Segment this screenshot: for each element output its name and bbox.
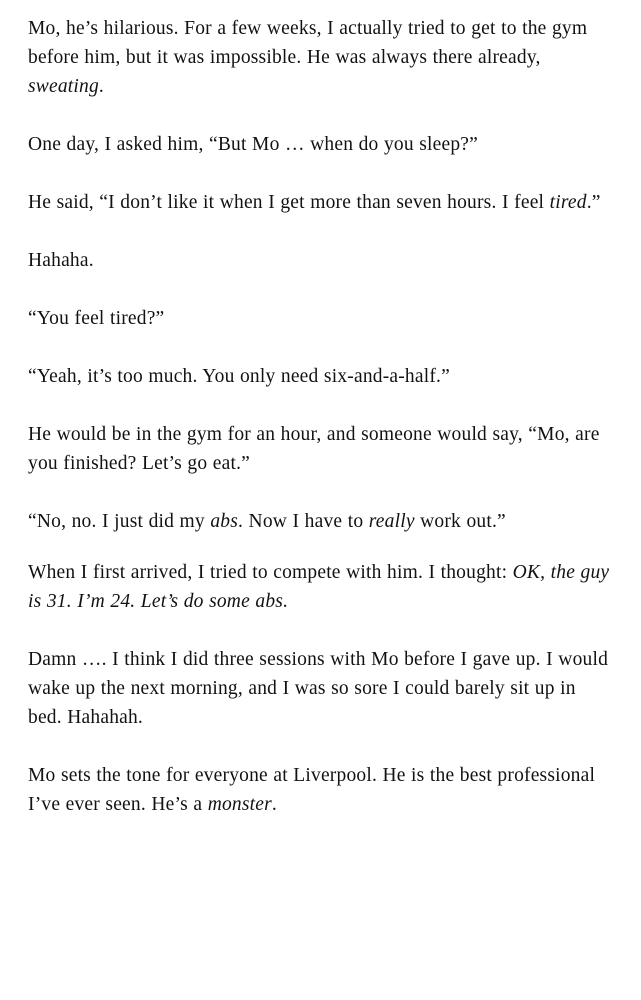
body-text: . Now I have to <box>238 511 369 532</box>
emphasis-text: really <box>368 511 415 532</box>
body-text: “You feel tired?” <box>28 308 165 329</box>
paragraph <box>28 558 611 616</box>
paragraph <box>28 645 611 732</box>
emphasis-text: monster <box>207 794 272 815</box>
paragraph-list <box>28 14 611 819</box>
paragraph <box>28 362 611 391</box>
paragraph <box>28 761 611 819</box>
body-text: Mo sets the tone for everyone at Liverpool. He is the best professional I’ve ever seen. He’s a <box>28 765 596 815</box>
emphasis-text: abs <box>210 511 239 532</box>
body-text: Damn …. I think I did three sessions with Mo before I gave up. I would wake up the next morning, and I was so sore I could barely sit up in bed. Hahahah. <box>28 649 609 728</box>
paragraph <box>28 507 611 536</box>
emphasis-text: sweating <box>28 76 99 97</box>
body-text: . <box>271 794 277 815</box>
body-text: “Yeah, it’s too much. You only need six-and-a-half.” <box>28 366 450 387</box>
paragraph <box>28 130 611 159</box>
body-text: . <box>98 76 104 97</box>
emphasis-text: tired <box>549 192 587 213</box>
body-text: He said, “I don’t like it when I get more than seven hours. I feel <box>28 192 550 213</box>
emphasis-text: OK, the guy is 31. I’m 24. Let’s do some abs. <box>28 562 610 612</box>
body-text: He would be in the gym for an hour, and someone would say, “Mo, are you finished? Let’s go eat.” <box>28 424 600 474</box>
paragraph <box>28 188 611 217</box>
paragraph <box>28 14 611 101</box>
body-text: “No, no. I just did my <box>28 511 211 532</box>
body-text: work out.” <box>414 511 506 532</box>
paragraph <box>28 420 611 478</box>
paragraph <box>28 246 611 275</box>
body-text: When I first arrived, I tried to compete with him. I thought: <box>28 562 513 583</box>
paragraph <box>28 304 611 333</box>
body-text: Mo, he’s hilarious. For a few weeks, I actually tried to get to the gym before him, but it was impossible. He was always there already, <box>28 18 588 68</box>
body-text: One day, I asked him, “But Mo … when do you sleep?” <box>28 134 478 155</box>
body-text: Hahaha. <box>28 250 94 271</box>
body-text: .” <box>586 192 601 213</box>
